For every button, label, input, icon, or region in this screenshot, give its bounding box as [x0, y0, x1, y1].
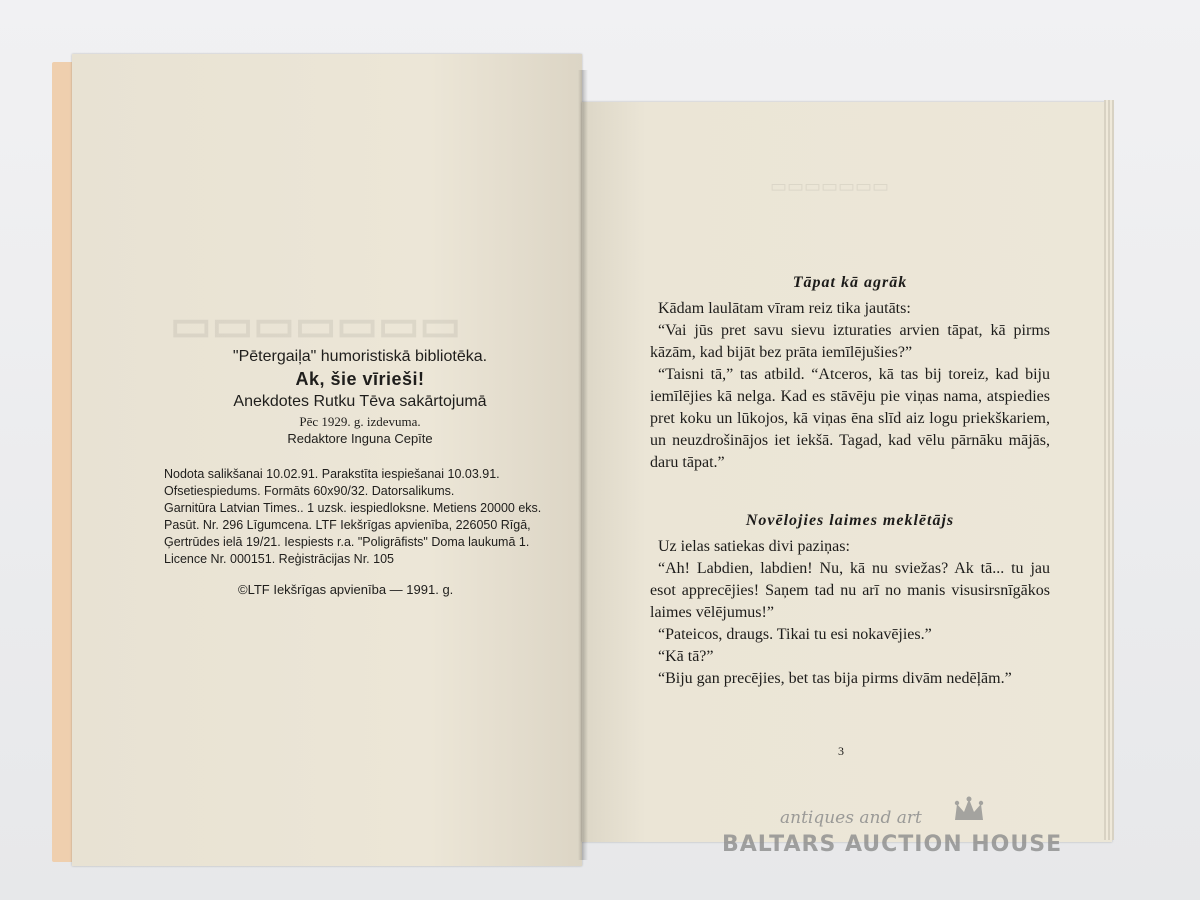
story-paragraph: “Kā tā?” [658, 648, 714, 665]
book-subtitle: Anekdotes Rutku Tēva sakārtojumā [233, 393, 487, 410]
story-1 [650, 272, 1050, 474]
edition-note: Pēc 1929. g. izdevuma. [299, 414, 421, 429]
printing-specs [150, 466, 570, 568]
book-gutter [578, 70, 588, 860]
spec-line: Ģertrūdes ielā 19/21. Iespiests r.a. "Poligrāfists" Doma laukumā 1. [164, 535, 530, 549]
story-paragraph: Uz ielas satiekas divi paziņas: [658, 538, 850, 555]
imprint-block [150, 348, 570, 597]
watermark-name: BALTARS AUCTION HOUSE [722, 832, 1063, 857]
show-through-text: ▭▭▭▭▭▭▭ [170, 301, 462, 350]
story-paragraph: “Ah! Labdien, labdien! Nu, kā nu sviežas? Ak tā... tu jau esot apprecējies! Saņem tad nu arī no manis visusirsnīgākos laimes vēlējumus!” [650, 560, 1050, 621]
editor-credit: Redaktore Inguna Cepīte [287, 431, 433, 446]
spec-line: Nodota salikšanai 10.02.91. Parakstīta iespiešanai 10.03.91. [164, 467, 500, 481]
story-title: Novēlojies laimes meklētājs [745, 512, 955, 529]
watermark-tagline: antiques and art [780, 808, 922, 828]
copyright-line: ©LTF Iekšrīgas apvienība — 1991. g. [238, 582, 454, 597]
story-paragraph: Kādam laulātam vīram reiz tika jautāts: [658, 300, 911, 317]
series-name: "Pētergaiļa" humoristiskā bibliotēka. [232, 348, 488, 365]
story-paragraph: “Taisni tā,” tas atbild. “Atceros, kā tas bij toreiz, kad biju iemīlējies kā nelga. Kad es stāvēju pie viņas nama, atspiedies pret koku un lūkojos, kā viņas ēna slīd aiz logu priekškariem, un neuzdrošinājos iet iekšā. Tagad, kad vēlu pārnāku mājās, daru tāpat.” [650, 366, 1050, 471]
story-paragraph: “Biju gan precējies, bet tas bija pirms divām nedēļām.” [658, 670, 1012, 687]
stories [650, 272, 1050, 690]
spec-line: Licence Nr. 000151. Reģistrācijas Nr. 105 [164, 552, 394, 566]
book-title: Ak, šie vīrieši! [295, 369, 425, 389]
story-title: Tāpat kā agrāk [792, 274, 908, 291]
spec-line: Pasūt. Nr. 296 Līgumcena. LTF Iekšrīgas apvienība, 226050 Rīgā, [164, 518, 531, 532]
story-paragraph: “Vai jūs pret savu sievu izturaties arvien tāpat, kā pirms kāzām, kad bijāt bez prāta iemīlējušies?” [650, 322, 1050, 361]
spec-line: Ofsetiespiedums. Formāts 60x90/32. Datorsalikums. [164, 484, 455, 498]
spec-line: Garnitūra Latvian Times.. 1 uzsk. iespiedloksne. Metiens 20000 eks. [164, 501, 542, 515]
show-through-text: ▭▭▭▭▭▭▭ [770, 176, 890, 196]
page-stack-edge [1104, 100, 1114, 840]
story-2 [650, 510, 1050, 690]
crown-icon [952, 796, 986, 824]
page-number: 3 [838, 744, 844, 758]
story-paragraph: “Pateicos, draugs. Tikai tu esi nokavējies.” [658, 626, 932, 643]
